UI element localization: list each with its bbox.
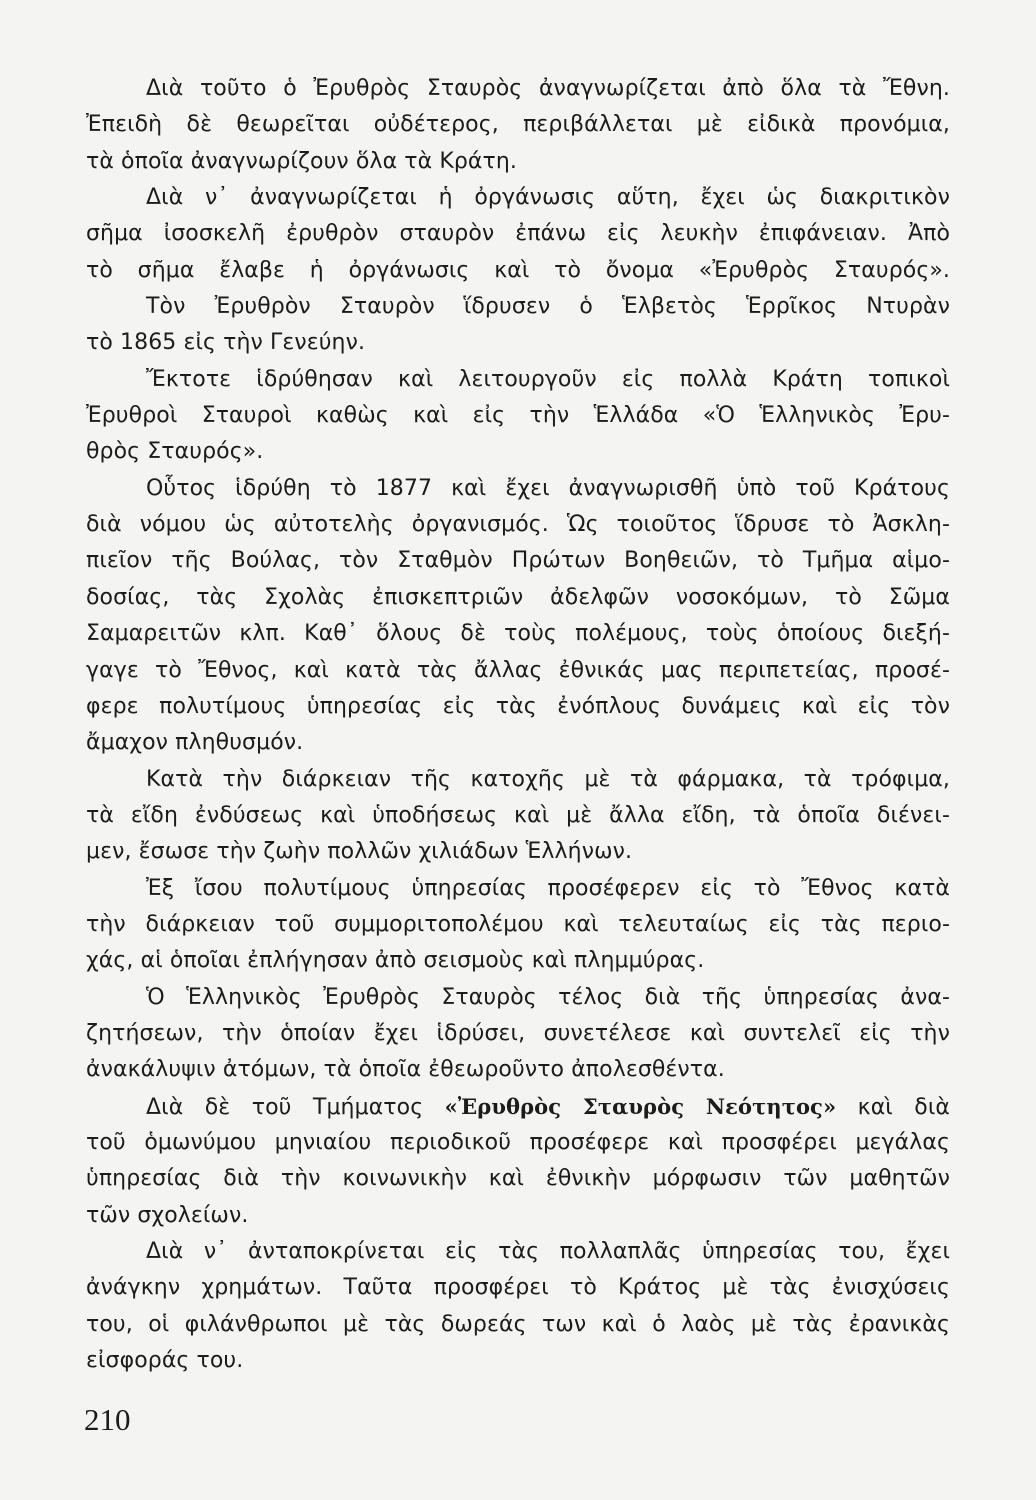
youth-line-suffix: καὶ διὰ [857,1094,951,1120]
text-line: σῆμα ἰσοσκελῆ ἐρυθρὸν σταυρὸν ἐπάνω εἰς λευκὴν ἐπιφάνειαν. Ἀπὸ [86,221,950,247]
text-line: Ὁ Ἑλληνικὸς Ἐρυθρὸς Σταυρὸς τέλος διὰ τῆς ὑπηρεσίας ἀνα- [146,984,950,1010]
text-line: Κατὰ τὴν διάρκειαν τῆς κατοχῆς μὲ τὰ φάρμακα, τὰ τρόφιμα, [146,766,950,792]
text-line: ὑπηρεσίας διὰ τὴν κοινωνικὴν καὶ ἐθνικὴν μόρφωσιν τῶν μαθητῶν [86,1166,950,1192]
text-line: Οὗτος ἱδρύθη τὸ 1877 καὶ ἔχει ἀναγνωρισθῆ ὑπὸ τοῦ Κράτους [146,475,950,501]
text-line: γαγε τὸ Ἔθνος, καὶ κατὰ τὰς ἄλλας ἐθνικάς μας περιπετείας, προσέ- [86,657,950,683]
text-line: δοσίας, τὰς Σχολὰς ἐπισκεπτριῶν ἀδελφῶν νοσοκόμων, τὸ Σῶμα [86,584,950,610]
text-line: ἀνακάλυψιν ἀτόμων, τὰ ὁποῖα ἐθεωροῦντο ἀπολεσθέντα. [86,1057,725,1083]
text-line: Διὰ τοῦτο ὁ Ἐρυθρὸς Σταυρὸς ἀναγνωρίζεται ἀπὸ ὅλα τὰ Ἔθνη. [146,76,950,101]
text-line: τὰ ὁποῖα ἀναγνωρίζουν ὅλα τὰ Κράτη. [86,148,518,174]
text-line: πιεῖον τῆς Βούλας, τὸν Σταθμὸν Πρώτων Βοηθειῶν, τὸ Τμῆμα αἱμο- [86,548,950,574]
text-line: Ἐξ ἴσου πολυτίμους ὑπηρεσίας προσέφερεν εἰς τὸ Ἔθνος κατὰ [146,875,950,901]
youth-line-prefix: Διὰ δὲ τοῦ Τμήματος [146,1094,424,1120]
text-line: τὸ σῆμα ἔλαβε ἡ ὀργάνωσις καὶ τὸ ὄνομα «Ἐρυθρὸς Σταυρός». [86,257,950,283]
text-line: Διὰ ν᾿ ἀνταποκρίνεται εἰς τὰς πολλαπλᾶς ὑπηρεσίας του, ἔχει [146,1239,950,1264]
text-line: διὰ νόμου ὡς αὐτοτελὴς ὀργανισμός. Ὡς τοιοῦτος ἵδρυσε τὸ Ἀσκλη- [86,512,950,538]
text-line: τὰ εἴδη ἐνδύσεως καὶ ὑποδήσεως καὶ μὲ ἄλλα εἴδη, τὰ ὁποῖα διένει- [86,802,950,828]
text-line: μεν, ἔσωσε τὴν ζωὴν πολλῶν χιλιάδων Ἑλλήνων. [86,839,633,865]
text-line: εἰσφοράς του. [86,1348,244,1374]
text-line: Σαμαρειτῶν κλπ. Καθ᾿ ὅλους δὲ τοὺς πολέμους, τοὺς ὁποίους διεξή- [86,621,950,647]
text-line: τὸ 1865 εἰς τὴν Γενεύην. [86,330,366,356]
text-line: Ἐρυθροὶ Σταυροὶ καθὼς καὶ εἰς τὴν Ἑλλάδα «Ὁ Ἑλληνικὸς Ἐρυ- [86,403,950,429]
text-line: Διὰ ν᾿ ἀναγνωρίζεται ἡ ὀργάνωσις αὕτη, ἔχει ὡς διακριτικὸν [146,185,950,211]
text-line: Τὸν Ἐρυθρὸν Σταυρὸν ἵδρυσεν ὁ Ἑλβετὸς Ἑρρῖκος Ντυρὰν [146,294,950,320]
text-line: ζητήσεων, τὴν ὁποίαν ἔχει ἱδρύσει, συνετέλεσε καὶ συντελεῖ εἰς τὴν [86,1020,950,1046]
text-line: Ἔκτοτε ἱδρύθησαν καὶ λειτουργοῦν εἰς πολλὰ Κράτη τοπικοὶ [146,366,950,392]
page-number: 210 [84,1402,131,1437]
youth-section-title: «Ἐρυθρὸς Σταυρὸς Νεότητος» [444,1093,837,1119]
text-line: θρὸς Σταυρός». [86,439,264,465]
text-line: ἀνάγκην χρημάτων. Ταῦτα προσφέρει τὸ Κράτος μὲ τὰς ἐνισχύσεις [86,1275,950,1301]
text-line: τὴν διάρκειαν τοῦ συμμοριτοπολέμου καὶ τελευταίως εἰς τὰς περιο- [86,911,950,937]
text-line: τῶν σχολείων. [86,1202,249,1228]
text-line: χάς, αἱ ὁποῖαι ἐπλήγησαν ἀπὸ σεισμοὺς καὶ πλημμύρας. [86,948,705,974]
text-line: φερε πολυτίμους ὑπηρεσίας εἰς τὰς ἐνόπλους δυνάμεις καὶ εἰς τὸν [86,693,950,719]
text-line: Ἐπειδὴ δὲ θεωρεῖται οὐδέτερος, περιβάλλεται μὲ εἰδικὰ προνόμια, [86,112,950,138]
body-text [86,71,950,1379]
text-line: τοῦ ὁμωνύμου μηνιαίου περιοδικοῦ προσέφερε καὶ προσφέρει μεγάλας [86,1129,950,1155]
youth-section-line [86,1089,950,1125]
text-line: του, οἱ φιλάνθρωποι μὲ τὰς δωρεάς των καὶ ὁ λαὸς μὲ τὰς ἐρανικὰς [86,1311,950,1337]
text-line: ἄμαχον πληθυσμόν. [86,730,304,756]
